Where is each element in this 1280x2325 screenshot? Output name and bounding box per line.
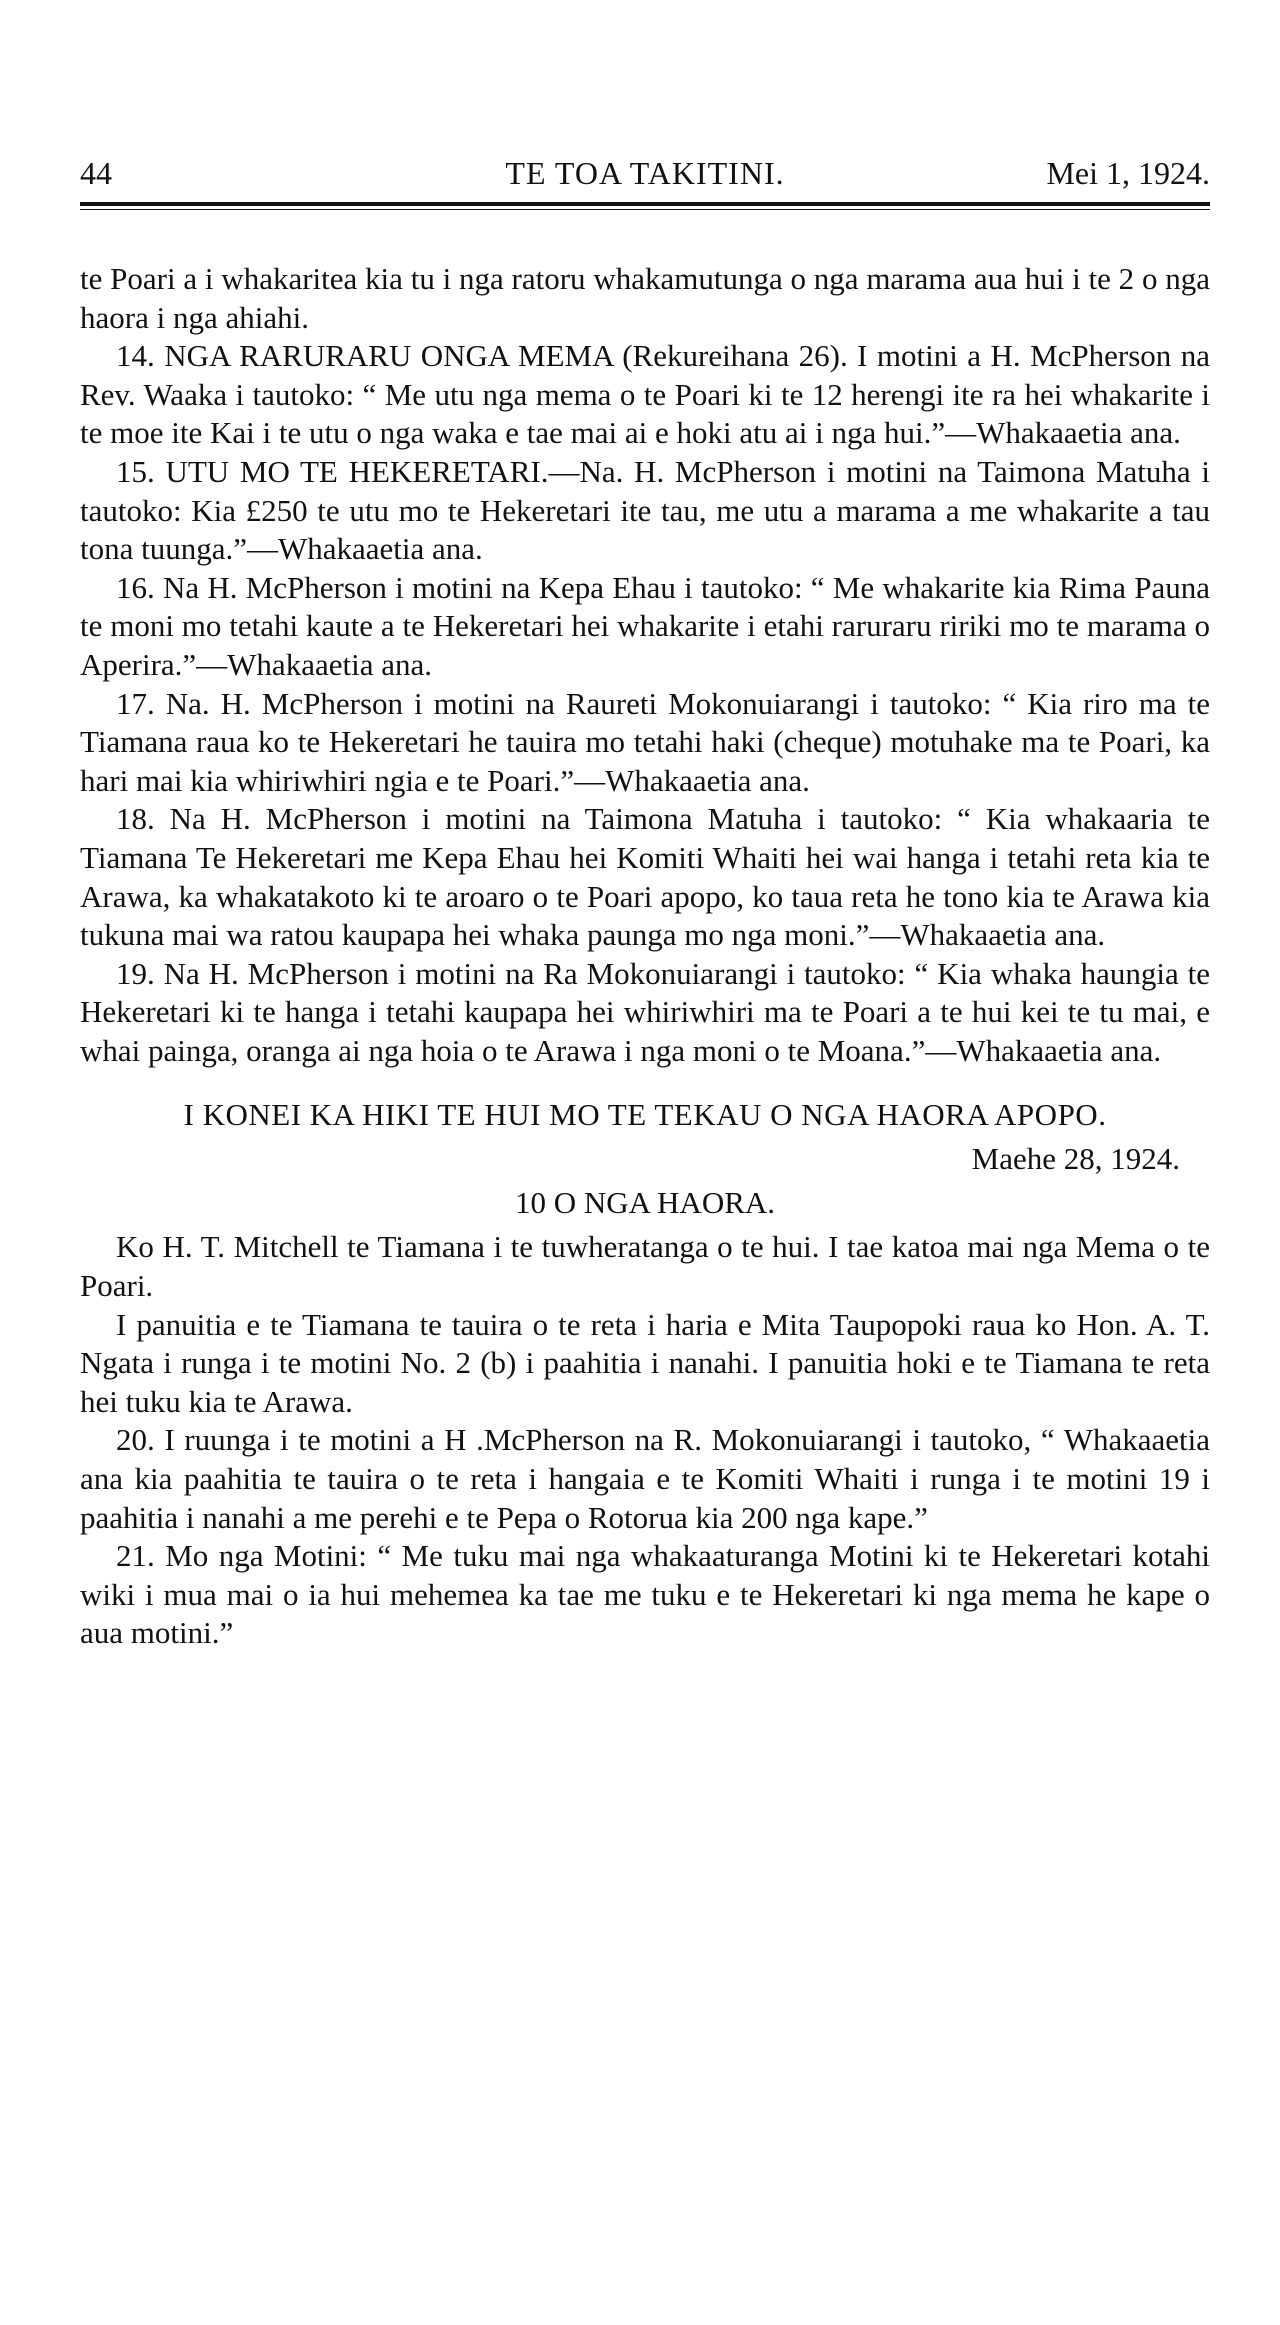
subheading: 10 O NGA HAORA. [514, 1185, 776, 1221]
paragraph-item-14: 14. NGA RARURARU ONGA MEMA (Rekureihana 26). I motini a H. McPherson na Rev. Waaka i tautoko: “ Me utu nga mema o te Poari ki te 12 herengi ite ra hei whakarite i te moe ite Kai i te utu o nga waka e tae mai ai e hoki atu ai i nga hui.”—Whakaaetia ana. [80, 338, 1210, 451]
header-rule [80, 202, 1210, 206]
header-rule-thin [80, 209, 1210, 210]
paragraph-item-21: 21. Mo nga Motini: “ Me tuku mai nga whakaaturanga Motini ki te Hekeretari kotahi wiki i mua mai o ia hui mehemea ka tae me tuku e te Hekeretari ki nga mema he kape o aua motini.” [80, 1538, 1210, 1651]
article-body [80, 260, 1210, 1653]
paragraph: I panuitia e te Tiamana te tauira o te reta i haria e Mita Taupopoki raua ko Hon. A. T. Ngata i runga i te motini No. 2 (b) i paahitia i nanahi. I panuitia hoki e te Tiamana te reta hei tuku kia te Arawa. [80, 1306, 1210, 1419]
paragraph-item-19: 19. Na H. McPherson i motini na Ra Mokonuiarangi i tautoko: “ Kia whaka haungia te Hekeretari ki te hanga i tetahi kaupapa hei whiriwhiri ma te Poari a te hui kei te tu mai, e whai painga, oranga ai nga hoia o te Arawa i nga moni o te Moana.”—Whakaaetia ana. [80, 955, 1210, 1068]
paragraph-item-20: 20. I ruunga i te motini a H .McPherson na R. Mokonuiarangi i tautoko, “ Whakaaetia ana kia paahitia te tauira o te reta i hangaia e te Komiti Whaiti i runga i te motini 19 i paahitia i nanahi a me perehi e te Pepa o Rotorua kia 200 nga kape.” [80, 1422, 1210, 1535]
document-page [80, 150, 1210, 1653]
paragraph: te Poari a i whakaritea kia tu i nga ratoru whakamutunga o nga marama aua hui i te 2 o nga haora i nga ahiahi. [80, 261, 1210, 335]
issue-date: Mei 1, 1924. [1046, 155, 1210, 191]
dateline: Maehe 28, 1924. [971, 1141, 1180, 1177]
paragraph-item-17: 17. Na. H. McPherson i motini na Raureti Mokonuiarangi i tautoko: “ Kia riro ma te Tiamana raua ko te Hekeretari he tauira mo tetahi haki (cheque) motuhake ma te Poari, ka hari mai kia whiriwhiri ngia e te Poari.”—Whakaaetia ana. [80, 685, 1210, 798]
publication-title: TE TOA TAKITINI. [505, 155, 785, 191]
running-head [80, 150, 1210, 196]
paragraph-item-15: 15. UTU MO TE HEKERETARI.—Na. H. McPherson i motini na Taimona Matuha i tautoko: Kia £250 te utu mo te Hekeretari ite tau, me utu a marama a me whakarite a tau tona tuunga.”—Whakaaetia ana. [80, 453, 1210, 567]
paragraph: Ko H. T. Mitchell te Tiamana i te tuwheratanga o te hui. I tae katoa mai nga Mema o te Poari. [80, 1229, 1210, 1304]
paragraph-item-16: 16. Na H. McPherson i motini na Kepa Ehau i tautoko: “ Me whakarite kia Rima Pauna te moni mo tetahi kaute a te Hekeretari hei whakarite i etahi raruraru ririki mo te marama o Aperira.”—Whakaaetia ana. [80, 569, 1210, 682]
paragraph-item-18: 18. Na H. McPherson i motini na Taimona Matuha i tautoko: “ Kia whakaaria te Tiamana Te Hekeretari me Kepa Ehau hei Komiti Whaiti hei wai hanga i tetahi reta kia te Arawa, ka whakatakoto ki te aroaro o te Poari apopo, ko taua reta he tono kia te Arawa kia tukuna mai wa ratou kaupapa hei whaka paunga mo nga moni.”—Whakaaetia ana. [80, 801, 1210, 953]
page-number: 44 [80, 155, 112, 191]
section-heading: I KONEI KA HIKI TE HUI MO TE TEKAU O NGA HAORA APOPO. [183, 1097, 1107, 1133]
